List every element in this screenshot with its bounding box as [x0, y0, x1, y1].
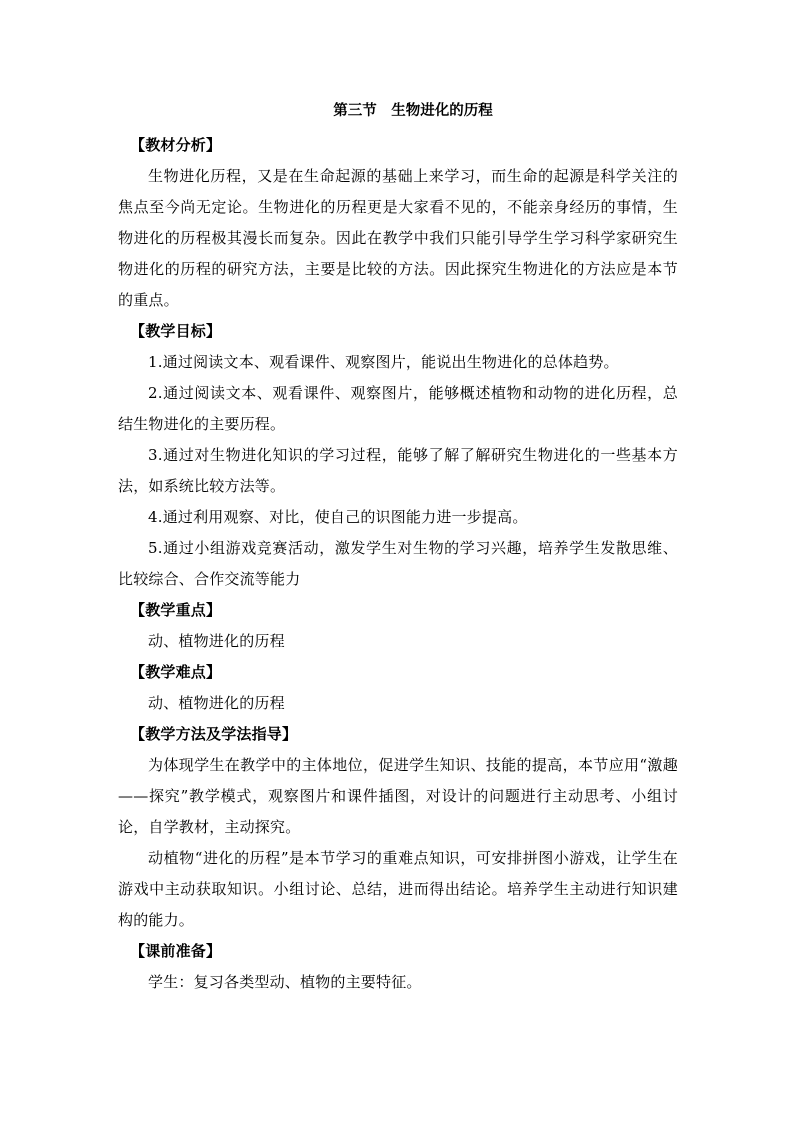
goal-item-3: 3.通过对生物进化知识的学习过程，能够了解了解研究生物进化的一些基本方法，如系统比较方法等。: [118, 446, 678, 495]
analysis-paragraph: 生物进化历程，又是在生命起源的基础上来学习，而生命的起源是科学关注的焦点至今尚无定论。生物进化的历程更是大家看不见的，不能亲身经历的事情，生物进化的历程极其漫长而复杂。因此在教学中我们只能引导学生学习科学家研究生物进化的历程的研究方法，主要是比较的方法。因此探究生物进化的方法应是本节的重点。: [118, 167, 678, 309]
section-heading-goals: 【教学目标】: [130, 322, 222, 340]
section-heading-key-points: 【教学重点】: [130, 601, 222, 619]
section-heading-methods: 【教学方法及学法指导】: [130, 725, 298, 743]
section-heading-analysis: 【教材分析】: [130, 136, 222, 154]
key-points-text: 动、植物进化的历程: [148, 632, 285, 650]
methods-paragraph-2: 动植物“进化的历程”是本节学习的重难点知识，可安排拼图小游戏，让学生在游戏中主动获取知识。小组讨论、总结，进而得出结论。培养学生主动进行知识建构的能力。: [118, 849, 678, 929]
preparation-text: 学生：复习各类型动、植物的主要特征。: [148, 973, 422, 991]
section-heading-preparation: 【课前准备】: [130, 942, 222, 960]
methods-paragraph-1: 为体现学生在教学中的主体地位，促进学生知识、技能的提高，本节应用“激趣——探究”教学模式，观察图片和课件插图，对设计的问题进行主动思考、小组讨论，自学教材，主动探究。: [118, 756, 678, 836]
document-title: 第三节 生物进化的历程: [333, 103, 493, 119]
goal-item-1: 1.通过阅读文本、观看课件、观察图片，能说出生物进化的总体趋势。: [148, 353, 619, 371]
goal-item-2: 2.通过阅读文本、观看课件、观察图片，能够概述植物和动物的进化历程，总结生物进化的主要历程。: [118, 384, 678, 433]
goal-item-4: 4.通过利用观察、对比，使自己的识图能力进一步提高。: [148, 508, 528, 526]
document-body: [118, 130, 678, 998]
difficulties-text: 动、植物进化的历程: [148, 694, 285, 712]
section-heading-difficulties: 【教学难点】: [130, 663, 222, 681]
goal-item-5: 5.通过小组游戏竞赛活动，激发学生对生物的学习兴趣，培养学生发散思维、比较综合、合作交流等能力: [118, 539, 678, 588]
